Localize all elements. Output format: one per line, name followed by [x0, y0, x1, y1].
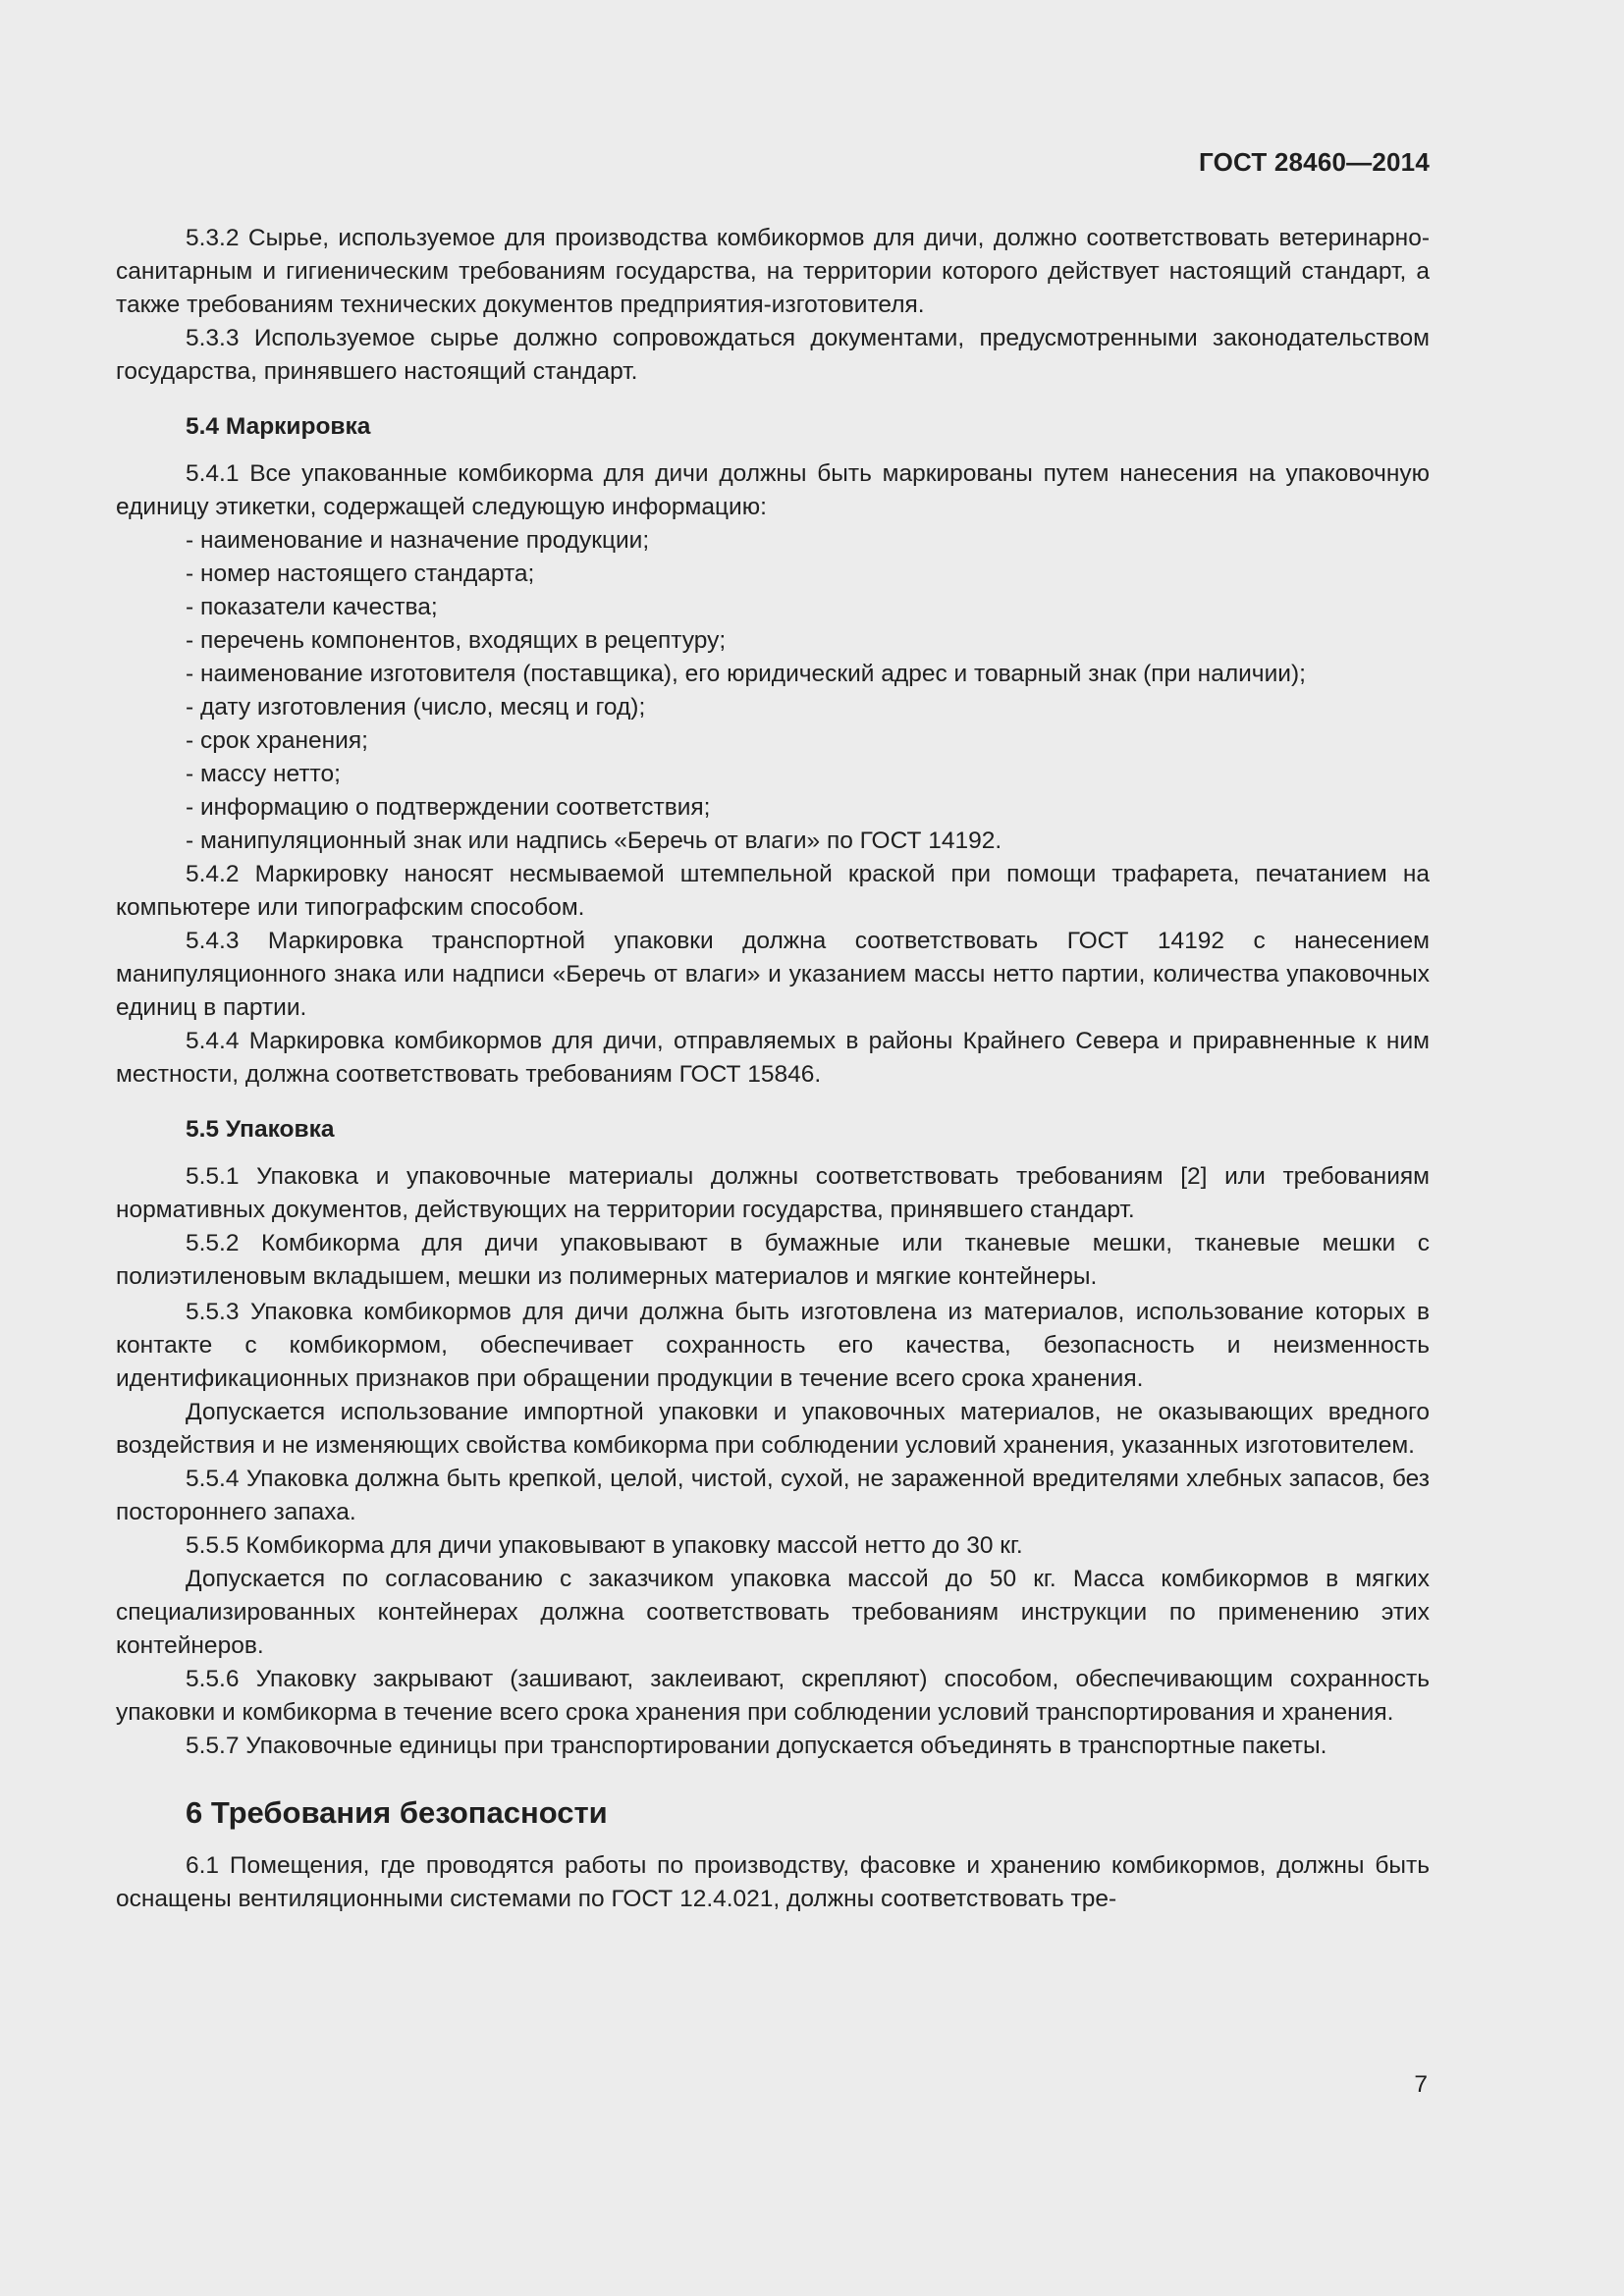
page-number: 7: [1414, 2071, 1428, 2098]
paragraph-5-5-5: 5.5.5 Комбикорма для дичи упаковывают в упаковку массой нетто до 30 кг.: [186, 1532, 1023, 1559]
list-item: - информацию о подтверждении соответствия;: [186, 794, 711, 821]
paragraph-5-5-1: 5.5.1 Упаковка и упаковочные материалы должны соответствовать требованиям [2] или требованиям нормативных документов, действующих на территории государства, принявшего стандарт.: [116, 1163, 1430, 1223]
list-item: - массу нетто;: [186, 761, 341, 787]
paragraph-5-5-3-note: Допускается использование импортной упаковки и упаковочных материалов, не оказывающих вредного воздействия и не изменяющих свойства комбикорма при соблюдении условий хранения, указанных изготовителем.: [116, 1399, 1430, 1459]
section-heading-6: 6 Требования безопасности: [186, 1795, 608, 1830]
paragraph-5-3-2: 5.3.2 Сырье, используемое для производства комбикормов для дичи, должно соответствовать ветеринарно-санитарным и гигиеническим требованиям государства, на территории которого действует настоящий стандарт, а также требованиям технических документов предприятия-изготовителя.: [116, 225, 1430, 318]
paragraph-5-3-3: 5.3.3 Используемое сырье должно сопровождаться документами, предусмотренными законодательством государства, принявшего настоящий стандарт.: [116, 325, 1430, 385]
list-item: - наименование изготовителя (поставщика), его юридический адрес и товарный знак (при наличии);: [186, 661, 1306, 687]
list-item: - номер настоящего стандарта;: [186, 561, 535, 587]
list-item: - перечень компонентов, входящих в рецептуру;: [186, 627, 727, 654]
list-item: - наименование и назначение продукции;: [186, 527, 650, 554]
paragraph-5-5-4: 5.5.4 Упаковка должна быть крепкой, целой, чистой, сухой, не зараженной вредителями хлебных запасов, без постороннего запаха.: [116, 1466, 1430, 1525]
paragraph-5-5-7: 5.5.7 Упаковочные единицы при транспортировании допускается объединять в транспортные пакеты.: [186, 1733, 1327, 1759]
list-item: - манипуляционный знак или надпись «Беречь от влаги» по ГОСТ 14192.: [186, 828, 1002, 854]
paragraph-6-1: 6.1 Помещения, где проводятся работы по производству, фасовке и хранению комбикормов, должны быть оснащены вентиляционными системами по ГОСТ 12.4.021, должны соответствовать тре-: [116, 1852, 1430, 1912]
list-item: - дату изготовления (число, месяц и год);: [186, 694, 646, 721]
document-id-header: ГОСТ 28460—2014: [1199, 147, 1430, 177]
paragraph-5-5-6: 5.5.6 Упаковку закрывают (зашивают, заклеивают, скрепляют) способом, обеспечивающим сохранность упаковки и комбикорма в течение всего срока хранения при соблюдении условий транспортирования и хранения.: [116, 1666, 1430, 1726]
list-item: - срок хранения;: [186, 727, 368, 754]
paragraph-5-5-3: 5.5.3 Упаковка комбикормов для дичи должна быть изготовлена из материалов, использование которых в контакте с комбикормом, обеспечивает сохранность его качества, безопасность и неизменность идентификационных признаков при обращении продукции в течение всего срока хранения.: [116, 1299, 1430, 1392]
paragraph-5-5-5-note: Допускается по согласованию с заказчиком упаковка массой до 50 кг. Масса комбикормов в мягких специализированных контейнерах должна соответствовать требованиям инструкции по применению этих контейнеров.: [116, 1566, 1430, 1659]
section-heading-5-5: 5.5 Упаковка: [186, 1116, 335, 1143]
section-heading-5-4: 5.4 Маркировка: [186, 413, 371, 440]
paragraph-5-5-2: 5.5.2 Комбикорма для дичи упаковывают в бумажные или тканевые мешки, тканевые мешки с полиэтиленовым вкладышем, мешки из полимерных материалов и мягкие контейнеры.: [116, 1230, 1430, 1290]
paragraph-5-4-4: 5.4.4 Маркировка комбикормов для дичи, отправляемых в районы Крайнего Севера и приравненные к ним местности, должна соответствовать требованиям ГОСТ 15846.: [116, 1028, 1430, 1088]
document-body: [116, 222, 1430, 1916]
paragraph-5-4-3: 5.4.3 Маркировка транспортной упаковки должна соответствовать ГОСТ 14192 с нанесением манипуляционного знака или надписи «Беречь от влаги» и указанием массы нетто партии, количества упаковочных единиц в партии.: [116, 928, 1430, 1021]
paragraph-5-4-2: 5.4.2 Маркировку наносят несмываемой штемпельной краской при помощи трафарета, печатанием на компьютере или типографским способом.: [116, 861, 1430, 921]
paragraph-5-4-1: 5.4.1 Все упакованные комбикорма для дичи должны быть маркированы путем нанесения на упаковочную единицу этикетки, содержащей следующую информацию:: [116, 460, 1430, 520]
list-item: - показатели качества;: [186, 594, 438, 620]
